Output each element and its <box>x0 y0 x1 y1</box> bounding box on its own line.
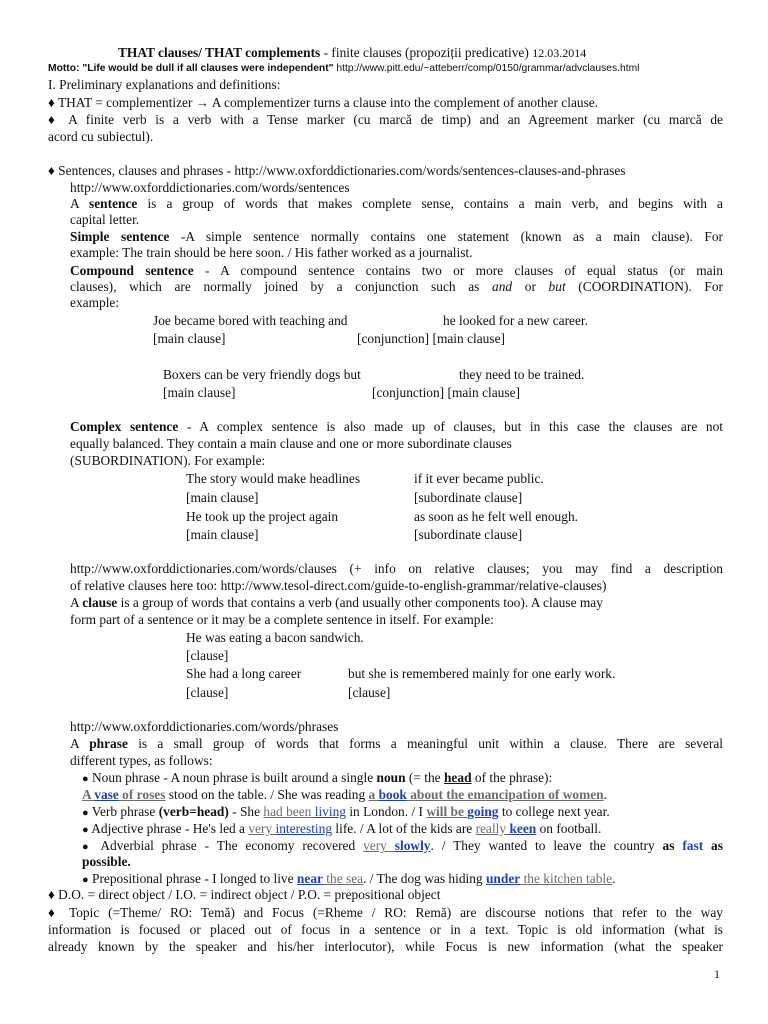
sentence-definition-line1 <box>70 197 723 210</box>
adv-head-slowly: slowly <box>394 838 431 853</box>
compound-example1-label1: [main clause] <box>153 331 226 346</box>
complex-sentence-line1 <box>70 420 723 433</box>
adj-text-c: on football. <box>536 821 602 836</box>
that-definition: ♦ THAT = complementizer → A complementizer turns a clause into the complement of another clause. <box>48 95 599 110</box>
vp-text-e: to college next year. <box>498 804 610 819</box>
pp-complement: the sea <box>322 871 364 886</box>
term-simple-sentence: Simple sentence <box>70 229 170 244</box>
bullet-icon: ● <box>82 841 94 853</box>
bullet-icon: ● <box>82 874 89 886</box>
pp-end: . <box>612 871 616 886</box>
complex-example2-main: He took up the project again <box>186 509 339 524</box>
clause-def-text: is a group of words that contains a verb (and usually other components too). A clause may <box>117 595 603 610</box>
complex-example1-label1: [main clause] <box>186 490 259 505</box>
finite-definition-line1: ♦ A finite verb is a verb with a Tense marker (cu marcă de timp) and an Agreement marker (cu marcă de <box>48 112 723 127</box>
compound-example2-label1: [main clause] <box>163 385 236 400</box>
adv-as1: as <box>662 838 683 853</box>
compound-example2-label2: [conjunction] [main clause] <box>372 385 520 400</box>
simple-def-text: -A simple sentence normally contains one statement (known as a main clause). For <box>169 229 723 244</box>
complex-def-text: - A complex sentence is also made up of clauses, but in this case the clauses are not <box>178 419 724 434</box>
topic-focus-line2: information is focused or placed out of focus in a sentence or in a text. Topic is old information (what is <box>48 922 723 937</box>
pp-head-near: near <box>296 871 323 886</box>
phrases-url: http://www.oxforddictionaries.com/words/phrases <box>70 719 339 734</box>
bullet-icon: ● <box>82 807 89 819</box>
np-ex-mid: stood on the table. / She was reading <box>165 787 369 802</box>
np-ex-end: . <box>603 787 607 802</box>
motto-quote: "Life would be dull if all clauses were independent" <box>79 63 334 74</box>
adv-as2: as <box>703 838 723 853</box>
sentence-definition-line2: capital letter. <box>70 212 140 227</box>
complex-example2-label2: [subordinate clause] <box>414 527 523 542</box>
topic-focus-line1: ♦ Topic (=Theme/ RO: Temă) and Focus (=Rheme / RO: Remă) are discourse notions that refer to the way <box>48 905 723 920</box>
vp-head-living: living <box>314 804 346 819</box>
document-title <box>118 46 586 59</box>
vp-text-c: - She <box>228 804 264 819</box>
bullet-icon: ● <box>82 824 89 836</box>
noun-phrase-item <box>82 771 552 785</box>
text-a: A <box>70 196 90 211</box>
term-compound-sentence: Compound sentence <box>70 263 194 278</box>
motto-label: Motto: <box>48 63 80 74</box>
finite-definition-line2: acord cu subiectul). <box>48 129 154 144</box>
adv-text-b: . / They wanted to leave the country <box>430 838 663 853</box>
word-and: and <box>492 279 513 294</box>
adverbial-phrase-continuation: possible. <box>82 854 131 869</box>
compound-example1-second: he looked for a new career. <box>443 313 588 328</box>
np-ex-article2: a <box>368 787 379 802</box>
vp-text-d: in London. / I <box>345 804 427 819</box>
vp-head-going: going <box>467 804 499 819</box>
adj-modifier2: really <box>475 821 510 836</box>
adjective-phrase-item <box>82 822 601 836</box>
word-but: but <box>548 279 566 294</box>
text-a: A <box>70 595 83 610</box>
motto-url: http://www.pitt.edu/~atteberr/comp/0150/grammar/advclauses.html <box>333 63 640 74</box>
clauses-url-line2: of relative clauses here too: http://www.tesol-direct.com/guide-to-english-grammar/relative-clauses) <box>70 578 607 593</box>
complex-sentence-line2: equally balanced. They contain a main clause and one or more subordinate clauses <box>70 436 512 451</box>
pp-text: Prepositional phrase - I longed to live <box>88 871 297 886</box>
adv-modifier: very <box>363 838 395 853</box>
np-text-b: (= the <box>405 770 444 785</box>
phrase-definition-line1 <box>70 737 723 750</box>
verb-phrase-item <box>82 805 610 819</box>
noun-phrase-example <box>82 788 607 801</box>
compound-def2-text: clauses), which are normally joined by a conjunction such as <box>70 279 493 294</box>
pp-head-under: under <box>485 871 521 886</box>
complex-example2-label1: [main clause] <box>186 527 259 542</box>
adv-text: Adverbial phrase - The economy recovered <box>93 838 364 853</box>
compound-example1-main: Joe became bored with teaching and <box>153 313 348 328</box>
np-ex-article: A <box>82 787 95 802</box>
topic-focus-line3: already known by the speaker and his/her interlocutor), while Focus is new information (what the speaker <box>48 939 723 954</box>
compound-sentence-line1 <box>70 264 723 277</box>
sentences-url: http://www.oxforddictionaries.com/words/sentences <box>70 180 350 195</box>
compound-example1-label2: [conjunction] [main clause] <box>357 331 505 346</box>
np-text-c: of the phrase): <box>471 770 553 785</box>
adj-head-interesting: interesting <box>275 821 333 836</box>
term-clause: clause <box>82 595 118 610</box>
simple-sentence-line2: example: The train should be here soon. / His father worked as a journalist. <box>70 245 473 260</box>
sentences-heading: ♦ Sentences, clauses and phrases - http://www.oxforddictionaries.com/words/sentences-clauses-and-phrases <box>48 163 626 178</box>
compound-def2-end: (COORDINATION). For <box>565 279 723 294</box>
clause-definition-line2: form part of a sentence or it may be a complete sentence in itself. For example: <box>70 612 494 627</box>
clause-example1: He was eating a bacon sandwich. <box>186 630 364 645</box>
clause-example2-b: but she is remembered mainly for one early work. <box>348 666 616 681</box>
adj-head-keen: keen <box>509 821 537 836</box>
compound-def-text: - A compound sentence contains two or more clauses of equal status (or main <box>193 263 723 278</box>
vp-head-note: (verb=head) <box>158 804 229 819</box>
pp-complement2: the kitchen table <box>520 871 613 886</box>
clauses-url-line1: http://www.oxforddictionaries.com/words/clauses (+ info on relative clauses; you may find a description <box>70 561 723 576</box>
vp-aux2: will be <box>426 804 468 819</box>
np-ex-modifier2: about the emancipation of women <box>406 787 604 802</box>
document-date: 12.03.2014 <box>532 46 587 60</box>
term-sentence: sentence <box>89 196 138 211</box>
compound-example2-main: Boxers can be very friendly dogs but <box>163 367 361 382</box>
motto-line <box>48 64 639 74</box>
vp-text: Verb phrase <box>88 804 159 819</box>
adj-text: Adjective phrase - He's led a <box>88 821 249 836</box>
complex-example1-label2: [subordinate clause] <box>414 490 523 505</box>
np-ex-modifier: of roses <box>118 787 166 802</box>
simple-sentence-line1 <box>70 230 723 243</box>
np-text: Noun phrase - A noun phrase is built around a single <box>88 770 377 785</box>
phrase-definition-line2: different types, as follows: <box>70 753 213 768</box>
term-complex-sentence: Complex sentence <box>70 419 179 434</box>
np-ex-head-vase: vase <box>94 787 119 802</box>
page-number: 1 <box>714 967 720 981</box>
pp-text-b: . / The dog was hiding <box>363 871 486 886</box>
section-heading: I. Preliminary explanations and definitions: <box>48 77 281 92</box>
compound-sentence-line2 <box>70 280 723 293</box>
compound-example2-second: they need to be trained. <box>459 367 585 382</box>
adv-head-fast: fast <box>682 838 704 853</box>
adj-modifier: very <box>248 821 276 836</box>
word-noun: noun <box>376 770 406 785</box>
complex-example2-sub: as soon as he felt well enough. <box>414 509 578 524</box>
prepositional-phrase-item <box>82 872 615 886</box>
bullet-icon: ● <box>82 773 89 785</box>
title-bold: THAT clauses/ THAT complements <box>118 45 321 60</box>
adj-text-b: life. / A lot of the kids are <box>332 821 476 836</box>
sentence-def-text: is a group of words that makes complete sense, contains a main verb, and begins with a <box>137 196 723 211</box>
phrase-def-text: is a small group of words that forms a meaningful unit within a clause. There are several <box>127 736 723 751</box>
complex-sentence-line3: (SUBORDINATION). For example: <box>70 453 266 468</box>
complex-example1-main: The story would make headlines <box>186 471 361 486</box>
complex-example1-sub: if it ever became public. <box>414 471 544 486</box>
adverbial-phrase-item <box>82 839 723 853</box>
title-rest: - finite clauses (propoziții predicative) <box>320 45 533 60</box>
clause-example2-a: She had a long career <box>186 666 302 681</box>
term-phrase: phrase <box>89 736 128 751</box>
clause-example2-label1: [clause] <box>186 685 229 700</box>
word-head: head <box>443 770 472 785</box>
np-ex-head-book: book <box>378 787 407 802</box>
compound-sentence-line3: example: <box>70 295 120 310</box>
word-or: or <box>512 279 549 294</box>
vp-aux: had been <box>263 804 315 819</box>
text-a: A <box>70 736 90 751</box>
clause-example2-label2: [clause] <box>348 685 391 700</box>
objects-note: ♦ D.O. = direct object / I.O. = indirect object / P.O. = prepositional object <box>48 887 441 902</box>
clause-example1-label: [clause] <box>186 648 229 663</box>
clause-definition-line1 <box>70 596 603 609</box>
